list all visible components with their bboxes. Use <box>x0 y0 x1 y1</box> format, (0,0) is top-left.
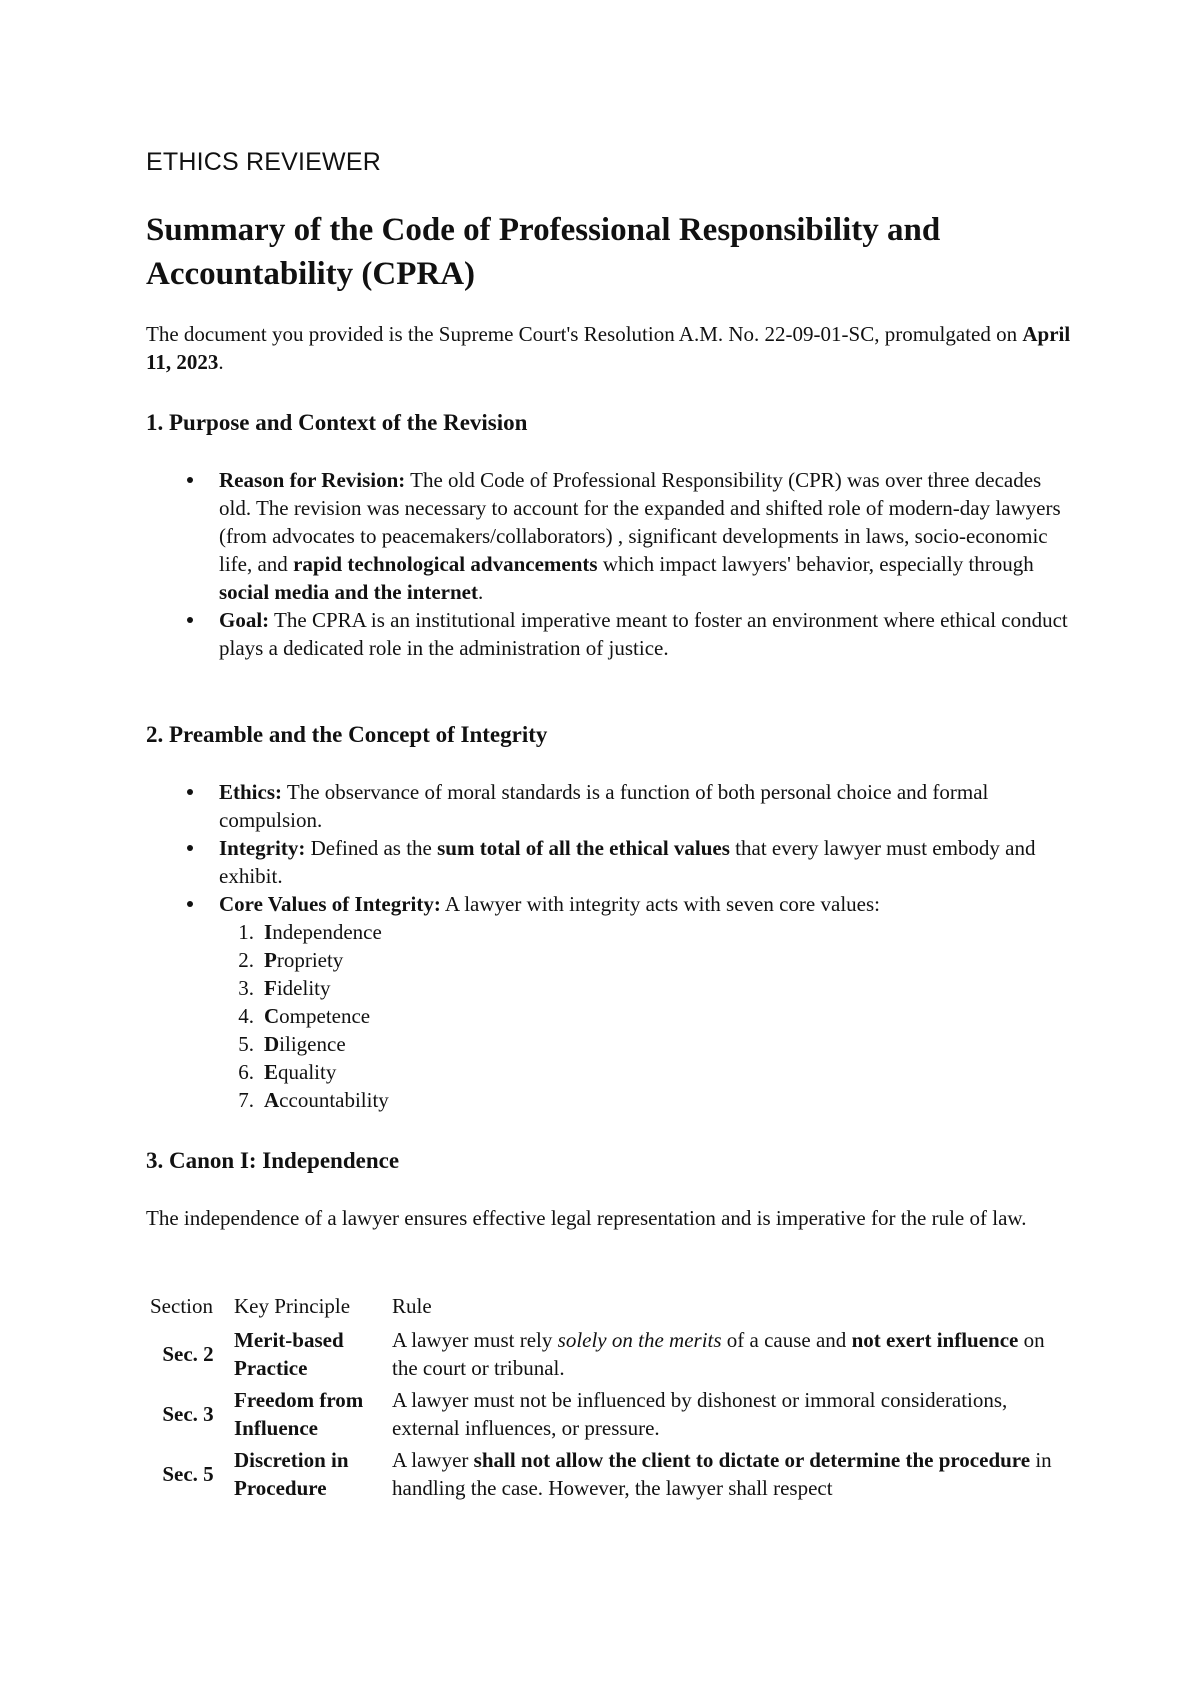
bullet-text: The CPRA is an institutional imperative meant to foster an environment where ethical conduct plays a dedicated role in the administration of justice. <box>219 608 1068 660</box>
intro-text: The document you provided is the Supreme Court's Resolution A.M. No. 22-09-01-SC, promulgated on <box>146 322 1023 346</box>
table-row <box>146 1444 1076 1504</box>
bullet-term: Goal: <box>219 608 270 632</box>
core-value-item <box>219 946 1076 974</box>
bullet-term: Integrity: <box>219 836 306 860</box>
bullet-bold: rapid technological advancements <box>293 552 598 576</box>
rule-italic: solely on the merits <box>557 1328 722 1352</box>
value-rest: idelity <box>276 976 331 1000</box>
bullet-reason <box>146 466 1076 606</box>
section-2-bullets <box>146 778 1076 1114</box>
list-number: 1. <box>238 920 254 944</box>
core-values-list <box>219 918 1076 1114</box>
intro-end: . <box>218 350 224 374</box>
cell-section: Sec. 2 <box>162 1342 214 1366</box>
col-header-rule: Rule <box>392 1294 432 1318</box>
value-rest: quality <box>278 1060 337 1084</box>
core-value-item <box>219 1086 1076 1114</box>
doc-label: ETHICS REVIEWER <box>146 148 381 176</box>
col-header-principle: Key Principle <box>234 1294 351 1318</box>
cell-section: Sec. 5 <box>162 1462 214 1486</box>
rule-bold: shall not allow the client to dictate or determine the procedure <box>473 1448 1031 1472</box>
value-initial: A <box>264 1088 280 1112</box>
col-header-section: Section <box>150 1294 213 1318</box>
value-rest: ropriety <box>276 948 344 972</box>
list-number: 5. <box>238 1032 254 1056</box>
value-initial: P <box>264 948 277 972</box>
bullet-text: The old Code of Professional Responsibility (CPR) was over three decades old. The revision was necessary to account for the expanded and shifted role of modern-day lawyers (from advocates to peacemakers/collaborators) , significant developments in laws, socio-economic life, and <box>219 468 1061 576</box>
value-initial: D <box>264 1032 280 1056</box>
section-heading-3: 3. Canon I: Independence <box>146 1148 400 1173</box>
list-number: 7. <box>238 1088 254 1112</box>
rule-text: A lawyer <box>392 1448 474 1472</box>
rule-bold: not exert influence <box>851 1328 1019 1352</box>
core-value-item <box>219 1058 1076 1086</box>
rule-text: of a cause and <box>721 1328 852 1352</box>
list-number: 3. <box>238 976 254 1000</box>
value-initial: E <box>264 1060 279 1084</box>
table-row <box>146 1384 1076 1444</box>
value-initial: F <box>264 976 277 1000</box>
section-heading-1: 1. Purpose and Context of the Revision <box>146 410 528 435</box>
cell-rule <box>388 1324 1076 1384</box>
bullet-text: . <box>477 580 484 604</box>
cell-principle: Discretion in Procedure <box>234 1448 349 1500</box>
section-3-intro: The independence of a lawyer ensures effective legal representation and is imperative for the rule of law. <box>146 1206 1027 1230</box>
bullet-text: The observance of moral standards is a function of both personal choice and formal compulsion. <box>219 780 989 832</box>
cell-rule <box>388 1444 1076 1504</box>
intro-paragraph <box>146 320 1076 376</box>
cell-principle: Freedom from Influence <box>234 1388 364 1440</box>
doc-title: Summary of the Code of Professional Responsibility and Accountability (CPRA) <box>146 212 941 292</box>
core-value-item <box>219 1002 1076 1030</box>
core-value-item <box>219 918 1076 946</box>
rule-text: A lawyer must rely <box>392 1328 558 1352</box>
core-value-item <box>219 974 1076 1002</box>
bullet-text: Defined as the <box>305 836 438 860</box>
bullet-integrity <box>146 834 1076 890</box>
list-number: 2. <box>238 948 254 972</box>
core-value-item <box>219 1030 1076 1058</box>
bullet-bold: social media and the internet <box>219 580 478 604</box>
intro-date: April 11, 2023 <box>146 322 1071 374</box>
bullet-bold: sum total of all the ethical values <box>437 836 730 860</box>
bullet-term: Core Values of Integrity: <box>219 892 441 916</box>
table-header-row <box>146 1290 1076 1324</box>
bullet-term: Ethics: <box>219 780 282 804</box>
canon-table <box>146 1290 1076 1504</box>
value-initial: I <box>264 920 273 944</box>
bullet-goal <box>146 606 1076 662</box>
cell-principle: Merit-based Practice <box>234 1328 344 1380</box>
bullet-ethics <box>146 778 1076 834</box>
section-heading-2: 2. Preamble and the Concept of Integrity <box>146 722 548 747</box>
bullet-text: that every lawyer must embody and exhibit. <box>219 836 1036 888</box>
bullet-term: Reason for Revision: <box>219 468 406 492</box>
bullet-text: which impact lawyers' behavior, especially through <box>597 552 1034 576</box>
cell-section: Sec. 3 <box>162 1402 214 1426</box>
value-rest: ompetence <box>279 1004 371 1028</box>
bullet-text: A lawyer with integrity acts with seven core values: <box>440 892 880 916</box>
cell-rule: A lawyer must not be influenced by dishonest or immoral considerations, external influences, or pressure. <box>392 1388 1008 1440</box>
value-rest: ccountability <box>279 1088 389 1112</box>
bullet-core-values <box>146 890 1076 1114</box>
list-number: 6. <box>238 1060 254 1084</box>
section-1-bullets <box>146 466 1076 662</box>
rule-text: on the court or tribunal. <box>392 1328 1045 1380</box>
rule-text: in handling the case. However, the lawyer shall respect <box>392 1448 1052 1500</box>
list-number: 4. <box>238 1004 254 1028</box>
value-initial: C <box>264 1004 280 1028</box>
value-rest: iligence <box>279 1032 346 1056</box>
table-row <box>146 1324 1076 1384</box>
value-rest: ndependence <box>272 920 382 944</box>
